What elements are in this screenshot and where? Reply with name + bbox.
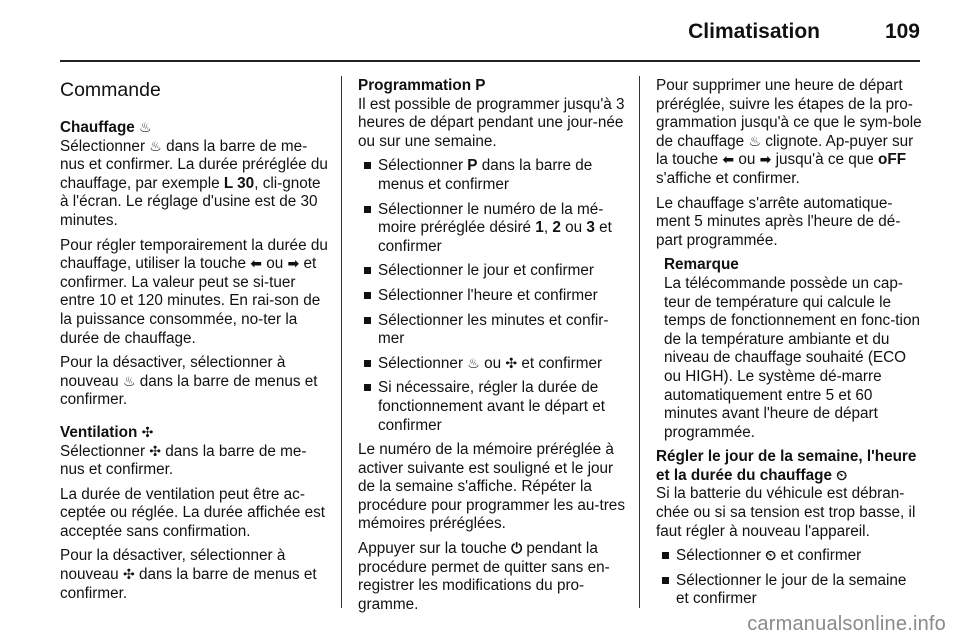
heating-icon: ♨: [748, 132, 761, 149]
arrow-right-icon: ➡: [759, 151, 772, 168]
battery-paragraph: Si la batterie du véhicule est débran-chée ou si sa tension est trop basse, il faut régler à nouveau l'appareil.: [656, 485, 916, 540]
list-item: Sélectionner le jour de la semaine et confirmer: [656, 572, 922, 609]
column-2: [358, 77, 628, 620]
list-item: Sélectionner l'heure et confirmer: [358, 287, 628, 306]
list-item: Sélectionner ♨ ou ✣ et confirmer: [358, 355, 628, 374]
clock-icon: ⏲: [836, 466, 848, 483]
arrow-right-icon: ➡: [287, 255, 300, 272]
heating-paragraph-2: Pour régler temporairement la durée du chauffage, utiliser la touche ⬅ ou ➡ et confirmer. La valeur peut se si-tuer entre 10 et 120 minutes. En rai-son de la puissance consommée, no-ter la durée de chauffage.: [60, 236, 328, 347]
fan-icon: ✣: [122, 566, 135, 583]
set-day-steps: [656, 547, 922, 609]
ventilation-paragraph-1: Sélectionner ✣ dans la barre de me-nus et confirmer.: [60, 442, 307, 479]
list-item: Sélectionner ⏲ et confirmer: [656, 547, 922, 566]
ventilation-paragraph-2: La durée de ventilation peut être ac-ceptée ou réglée. La durée affichée est acceptée sans confirmation.: [60, 485, 326, 540]
programming-heading: Programmation P: [358, 77, 486, 94]
delete-paragraph: Pour supprimer une heure de départ préréglée, suivre les étapes de la pro-grammation jusqu'à ce que le sym-bole de chauffage ♨ clignote. Ap-puyer sur la touche ⬅ ou ➡ jusqu'à ce que oFF s'affiche et confirmer.: [656, 77, 922, 187]
quit-paragraph: Appuyer sur la touche ⏻ pendant la procédure permet de quitter sans en-registrer les modifications du pro-gramme.: [358, 540, 610, 613]
note-box: [656, 256, 922, 442]
arrow-left-icon: ⬅: [250, 255, 262, 272]
programming-steps: [358, 157, 628, 435]
set-day-heading: Régler le jour de la semaine, l'heure et la durée du chauffage ⏲: [656, 448, 917, 484]
watermark: carmanualsonline.info: [747, 613, 946, 635]
header-rule: [60, 60, 920, 62]
heating-heading: Chauffage ♨: [60, 119, 152, 136]
fan-icon: ✣: [149, 442, 162, 459]
memory-paragraph: Le numéro de la mémoire préréglée à activer suivante est souligné et le jour de la semaine s'affiche. Répéter la procédure pour programmer les au-tres mémoires préréglées.: [358, 441, 625, 533]
chapter-heading: Commande: [60, 79, 161, 101]
heating-icon: ♨: [139, 119, 152, 135]
power-icon: ⏻: [511, 540, 523, 557]
list-item: Si nécessaire, régler la durée de fonctionnement avant le départ et confirmer: [358, 379, 628, 435]
column-3: [656, 77, 922, 615]
heating-paragraph-1: Sélectionner ♨ dans la barre de me-nus et confirmer. La durée préréglée du chauffage, par exemple L 30, cli-gnote à l'écran. Le réglage d'usine est de 30 minutes.: [60, 137, 328, 229]
example-value: L 30: [223, 174, 255, 192]
note-text: La télécommande possède un cap-teur de température qui calcule le temps de fonctionnement en fonc-tion de la température ambiante et du niveau de chauffage souhaité (ECO ou HIGH). Le système dé-marre automatiquement entre 5 et 60 minutes avant l'heure de départ programmée.: [664, 274, 920, 441]
page-title: Climatisation: [688, 20, 820, 43]
heating-paragraph-3: Pour la désactiver, sélectionner à nouveau ♨ dans la barre de menus et confirmer.: [60, 354, 318, 409]
list-item: Sélectionner les minutes et confir-mer: [358, 312, 628, 349]
fan-icon: ✣: [505, 354, 518, 371]
heating-icon: ♨: [122, 372, 136, 389]
column-divider: [341, 76, 342, 608]
clock-icon: ⏲: [765, 547, 777, 564]
arrow-left-icon: ⬅: [722, 151, 735, 168]
page-header: [0, 0, 960, 62]
auto-stop-paragraph: Le chauffage s'arrête automatique-ment 5 minutes après l'heure de dé-part programmée.: [656, 194, 901, 249]
ventilation-heading: Ventilation ✣: [60, 423, 154, 441]
programming-intro: Il est possible de programmer jusqu'à 3 heures de départ pendant une jour-née ou sur une semaine.: [358, 95, 625, 150]
note-title: Remarque: [664, 256, 739, 274]
page-number: 109: [884, 20, 920, 43]
column-1: [60, 76, 330, 609]
ventilation-paragraph-3: Pour la désactiver, sélectionner à nouveau ✣ dans la barre de menus et confirmer.: [60, 547, 317, 602]
heating-icon: ♨: [467, 354, 480, 371]
list-item: Sélectionner le numéro de la mé-moire préréglée désiré 1, 2 ou 3 et confirmer: [358, 201, 628, 257]
fan-icon: ✣: [141, 423, 154, 440]
column-divider: [639, 76, 640, 608]
list-item: Sélectionner le jour et confirmer: [358, 262, 628, 281]
list-item: Sélectionner P dans la barre de menus et confirmer: [358, 157, 628, 194]
heating-icon: ♨: [149, 137, 162, 154]
